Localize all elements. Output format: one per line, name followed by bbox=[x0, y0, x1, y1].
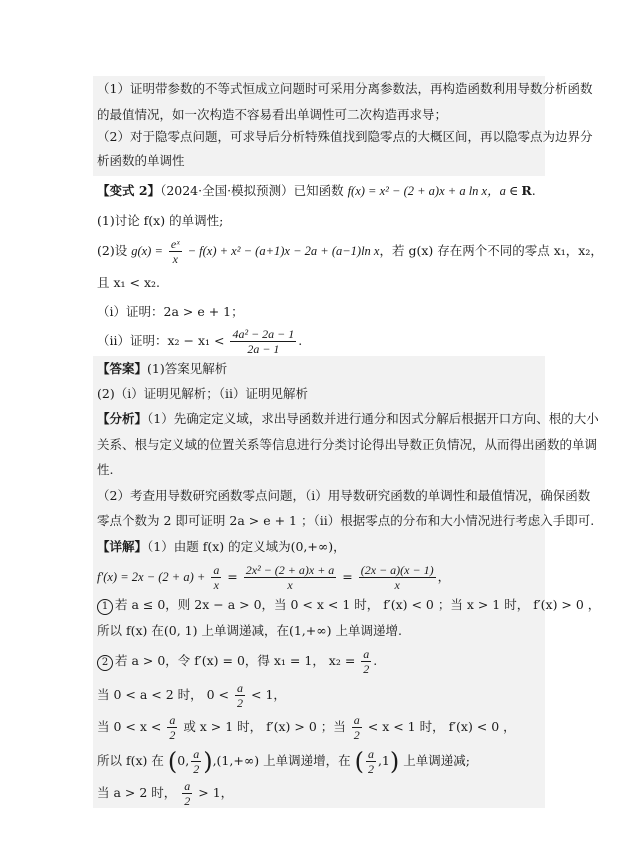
problem-source: （2024·全国·模拟预测）已知函数 bbox=[160, 183, 344, 198]
subcase-2-f1-denominator: 2 bbox=[169, 728, 176, 742]
answer-line-2: (2)（i）证明见解析；（ii）证明见解析 bbox=[97, 386, 308, 401]
detail-label: 【详解】 bbox=[97, 539, 148, 554]
subcase-3-denominator: 2 bbox=[184, 794, 191, 808]
left-paren-2: ( bbox=[354, 747, 364, 776]
subcase-2-fraction-1 bbox=[167, 713, 177, 742]
tip-2-line-1: （2）对于隐零点问题，可求导后分析特殊值找到隐零点的大概区间，再以隐零点为边界分 bbox=[97, 129, 593, 144]
analysis-label: 【分析】 bbox=[97, 411, 148, 426]
question-2-condition: 且 x₁ < x₂. bbox=[97, 275, 160, 290]
detail-domain: （1）由题 f(x) 的定义域为(0,+∞)， bbox=[147, 539, 346, 554]
subcase-3-numerator: a bbox=[184, 779, 191, 793]
g-function-rest: − f(x) + x² − (a+1)x − 2a + (a−1)ln x bbox=[187, 244, 380, 258]
subcase-1-prefix: 当 0 < a < 2 时， 0 < bbox=[97, 687, 230, 702]
subcase-2-f2-numerator: a bbox=[353, 713, 360, 727]
analysis-line-5: 零点个数为 2 即可证明 2a > e + 1 ；（ii）根据零点的分布和大小情况进行考虑入手即可. bbox=[97, 513, 595, 528]
qii-postfix: . bbox=[298, 333, 303, 348]
analysis-line-4: （2）考查用导数研究函数零点问题，（i）用导数研究函数的单调性和最值情况，确保函数 bbox=[97, 488, 591, 503]
subcase-2-middle: 或 x > 1 时， f′(x) > 0 ；当 bbox=[183, 719, 346, 734]
interval-1-fraction bbox=[191, 747, 201, 776]
subcase-1-numerator: a bbox=[237, 681, 244, 695]
q2-postfix: ，若 g(x) 存在两个不同的零点 x₁，x₂， bbox=[379, 243, 603, 258]
equals-sign-1: = bbox=[227, 569, 238, 584]
tip-1-line-2: 的最值情况，如一次构造不容易看出单调性可二次构造再求导； bbox=[97, 107, 448, 122]
deriv-f2-numerator: 2x² − (2 + a)x + a bbox=[245, 563, 335, 577]
interval-1-denominator: 2 bbox=[193, 762, 200, 776]
g-function: g(x) = bbox=[131, 244, 163, 258]
case-2-line bbox=[97, 646, 377, 676]
analysis-text-1: （1）先确定定义域，求出导函数并进行通分和因式分解后根据开口方向、根的大小 bbox=[147, 411, 599, 426]
right-paren-2: ) bbox=[389, 747, 400, 776]
case-1-line bbox=[97, 596, 600, 615]
subcase-3-postfix: > 1， bbox=[198, 785, 234, 800]
subcase-3-fraction bbox=[182, 779, 192, 808]
subcase-2-line bbox=[97, 712, 516, 742]
ex-over-x-fraction bbox=[169, 237, 182, 266]
derivative-line bbox=[97, 562, 450, 592]
q2-prefix: (2)设 bbox=[97, 243, 128, 258]
qii-prefix: （ii）证明：x₂ − x₁ < bbox=[97, 333, 225, 348]
case-2-text: 若 a > 0，令 f′(x) = 0，得 x₁ = 1， x₂ = bbox=[115, 653, 356, 668]
question-2-ii bbox=[97, 326, 302, 356]
ex-denominator: x bbox=[172, 252, 178, 266]
analysis-line-2: 关系、根与定义域的位置关系等信息进行分类讨论得出导数正负情况，从而得出函数的单调 bbox=[97, 437, 598, 452]
answer-label: 【答案】 bbox=[97, 361, 148, 376]
subcase-1-line bbox=[97, 680, 286, 710]
qii-denominator: 2a − 1 bbox=[247, 342, 280, 356]
question-2-i: （i）证明：2a > e + 1； bbox=[97, 304, 244, 319]
real-set-symbol: R bbox=[521, 183, 532, 198]
interval-1-numerator: a bbox=[193, 747, 200, 761]
problem-tag: 【变式 2】 bbox=[97, 183, 161, 198]
a-numerator: a bbox=[363, 647, 370, 661]
question-1: (1)讨论 f(x) 的单调性; bbox=[97, 213, 224, 228]
deriv-fraction-3 bbox=[359, 563, 436, 592]
ex-numerator: eˣ bbox=[170, 237, 180, 251]
tip-1-line-1: （1）证明带参数的不等式恒成立问题时可采用分离参数法，再构造函数利用导数分析函数 bbox=[97, 81, 593, 96]
problem-statement bbox=[97, 182, 536, 200]
subcase-3-prefix: 当 a > 2 时， bbox=[97, 785, 177, 800]
left-paren-1: ( bbox=[167, 747, 178, 776]
circled-number-1: 1 bbox=[97, 599, 113, 615]
circled-number-2: 2 bbox=[97, 655, 113, 671]
function-definition: f(x) = x² − (2 + a)x + a ln x，a ∈ bbox=[347, 184, 522, 198]
subcase-1-postfix: < 1， bbox=[251, 687, 286, 702]
case-1-text: 若 a ≤ 0，则 2x − a > 0，当 0 < x < 1 时， f′(x) < 0 ；当 x > 1 时， f′(x) > 0 ， bbox=[115, 597, 601, 612]
period: . bbox=[531, 183, 536, 198]
subcase-2-f2-denominator: 2 bbox=[353, 728, 360, 742]
conclusion-middle: ,(1,+∞) 上单调递增，在 bbox=[212, 753, 351, 768]
deriv-f1-numerator: a bbox=[213, 563, 220, 577]
case-2-postfix: . bbox=[373, 653, 378, 668]
deriv-fraction-1 bbox=[211, 563, 221, 592]
conclusion-postfix: 上单调递减; bbox=[403, 753, 470, 768]
deriv-f1-denominator: x bbox=[213, 578, 219, 592]
derivative-postfix: ， bbox=[437, 569, 451, 584]
equals-sign-2: = bbox=[342, 569, 353, 584]
a-over-2-fraction bbox=[361, 647, 371, 676]
case-1-conclusion: 所以 f(x) 在(0, 1) 上单调递减，在(1,+∞) 上单调递增. bbox=[97, 623, 402, 638]
deriv-f3-numerator: (2x − a)(x − 1) bbox=[360, 563, 434, 577]
monotonic-conclusion-line bbox=[97, 746, 470, 777]
subcase-2-fraction-2 bbox=[352, 713, 362, 742]
subcase-3-line bbox=[97, 778, 233, 808]
two-denominator: 2 bbox=[363, 662, 370, 676]
question-2 bbox=[97, 236, 603, 266]
right-paren-1: ) bbox=[203, 747, 213, 776]
interval-2-denominator: 2 bbox=[367, 762, 374, 776]
deriv-fraction-2 bbox=[244, 563, 337, 592]
subcase-2-f1-numerator: a bbox=[169, 713, 176, 727]
deriv-f3-denominator: x bbox=[394, 578, 400, 592]
answer-1: (1)答案见解析 bbox=[147, 361, 228, 376]
detail-line-1 bbox=[97, 538, 346, 556]
tip-2-line-2: 析函数的单调性 bbox=[97, 153, 185, 168]
analysis-line-1 bbox=[97, 410, 599, 428]
subcase-2-prefix: 当 0 < x < bbox=[97, 719, 162, 734]
interval-1-left: 0, bbox=[177, 753, 190, 768]
deriv-f2-denominator: x bbox=[287, 578, 293, 592]
subcase-1-denominator: 2 bbox=[237, 696, 244, 710]
interval-2-fraction bbox=[366, 747, 376, 776]
conclusion-prefix: 所以 f(x) 在 bbox=[97, 753, 164, 768]
qii-numerator: 4a² − 2a − 1 bbox=[232, 327, 295, 341]
subcase-1-fraction bbox=[235, 681, 245, 710]
answer-line-1 bbox=[97, 360, 227, 378]
analysis-line-3: 性. bbox=[97, 462, 114, 477]
interval-2-right: ,1 bbox=[377, 753, 390, 768]
qii-fraction bbox=[230, 327, 296, 356]
interval-2-numerator: a bbox=[367, 747, 374, 761]
derivative-prefix: f′(x) = 2x − (2 + a) + bbox=[97, 570, 206, 584]
subcase-2-postfix: < x < 1 时， f′(x) < 0 ， bbox=[367, 719, 516, 734]
